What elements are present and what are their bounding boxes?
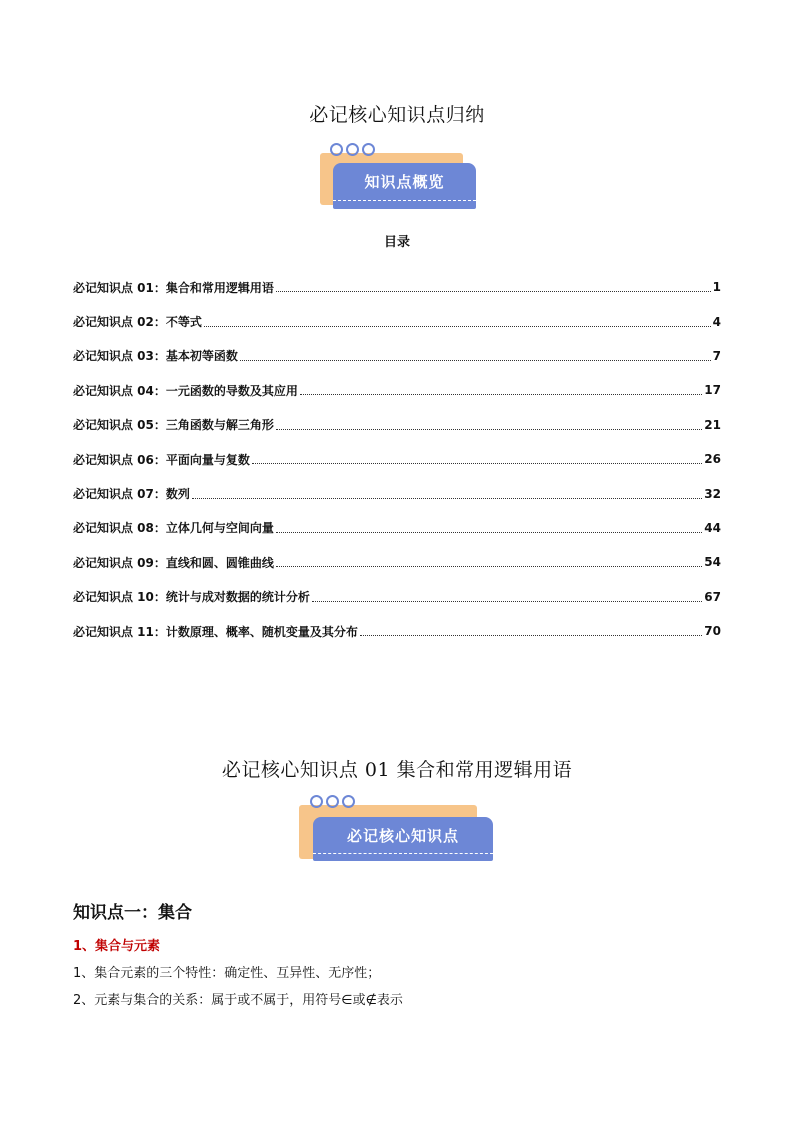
core-knowledge-badge-label: 必记核心知识点 (346, 827, 459, 845)
toc-dot-leader (240, 351, 711, 361)
knowledge-point-heading: 知识点一：集合 (73, 903, 192, 923)
toc-item-label: 必记知识点 11：计数原理、概率、随机变量及其分布 (73, 624, 358, 639)
toc-item[interactable] (73, 373, 721, 407)
toc-dot-leader (276, 420, 702, 430)
toc-item-page: 54 (704, 555, 721, 570)
toc-item-label: 必记知识点 07：数列 (73, 487, 190, 502)
toc-item-page: 44 (704, 520, 721, 535)
toc-item-page: 26 (704, 452, 721, 467)
paragraph-line: 1、集合元素的三个特性：确定性、互异性、无序性； (73, 966, 381, 981)
toc-item-page: 67 (704, 589, 721, 604)
toc-item[interactable] (73, 339, 721, 373)
overview-badge (320, 145, 478, 209)
paragraph-line: 2、元素与集合的关系：属于或不属于，用符号∈或∉表示 (73, 993, 403, 1008)
page-title: 必记核心知识点归纳 (309, 104, 485, 126)
toc-item[interactable] (73, 270, 721, 304)
toc-dot-leader (276, 282, 711, 292)
toc-dot-leader (276, 557, 702, 567)
toc-dot-leader (360, 626, 702, 636)
toc-item-page: 4 (712, 314, 721, 329)
ring-icon (342, 795, 355, 808)
toc-item[interactable] (73, 442, 721, 476)
ring-icon (346, 143, 359, 156)
toc-item[interactable] (73, 580, 721, 614)
toc-item[interactable] (73, 545, 721, 579)
overview-badge-label: 知识点概览 (364, 173, 445, 191)
sub-heading: 1、集合与元素 (73, 939, 161, 954)
core-knowledge-badge (299, 797, 495, 863)
toc-item-label: 必记知识点 06：平面向量与复数 (73, 452, 250, 467)
ring-icon (330, 143, 343, 156)
toc-item[interactable] (73, 304, 721, 338)
table-of-contents (73, 270, 721, 648)
toc-item[interactable] (73, 476, 721, 510)
toc-dot-leader (192, 489, 702, 499)
toc-dot-leader (300, 385, 702, 395)
toc-item-page: 70 (704, 624, 721, 639)
toc-item-label: 必记知识点 05：三角函数与解三角形 (73, 418, 274, 433)
toc-item-label: 必记知识点 03：基本初等函数 (73, 349, 238, 364)
ring-icon (362, 143, 375, 156)
toc-dot-leader (204, 317, 711, 327)
toc-item[interactable] (73, 511, 721, 545)
ring-icon (326, 795, 339, 808)
toc-dot-leader (252, 454, 702, 464)
toc-item-page: 1 (712, 280, 721, 295)
toc-item[interactable] (73, 614, 721, 648)
toc-item-page: 32 (704, 486, 721, 501)
toc-heading: 目录 (383, 235, 410, 250)
toc-item-label: 必记知识点 02：不等式 (73, 315, 202, 330)
toc-item-label: 必记知识点 01：集合和常用逻辑用语 (73, 280, 274, 295)
toc-item-page: 17 (704, 383, 721, 398)
toc-item-page: 7 (712, 348, 721, 363)
ring-icon (310, 795, 323, 808)
toc-item-label: 必记知识点 08：立体几何与空间向量 (73, 521, 274, 536)
toc-item-label: 必记知识点 10：统计与成对数据的统计分析 (73, 590, 310, 605)
toc-item-label: 必记知识点 09：直线和圆、圆锥曲线 (73, 555, 274, 570)
toc-dot-leader (312, 592, 702, 602)
toc-item-label: 必记知识点 04：一元函数的导数及其应用 (73, 383, 298, 398)
toc-item-page: 21 (704, 417, 721, 432)
toc-dot-leader (276, 523, 702, 533)
section-title: 必记核心知识点 01 集合和常用逻辑用语 (221, 759, 573, 781)
toc-item[interactable] (73, 408, 721, 442)
